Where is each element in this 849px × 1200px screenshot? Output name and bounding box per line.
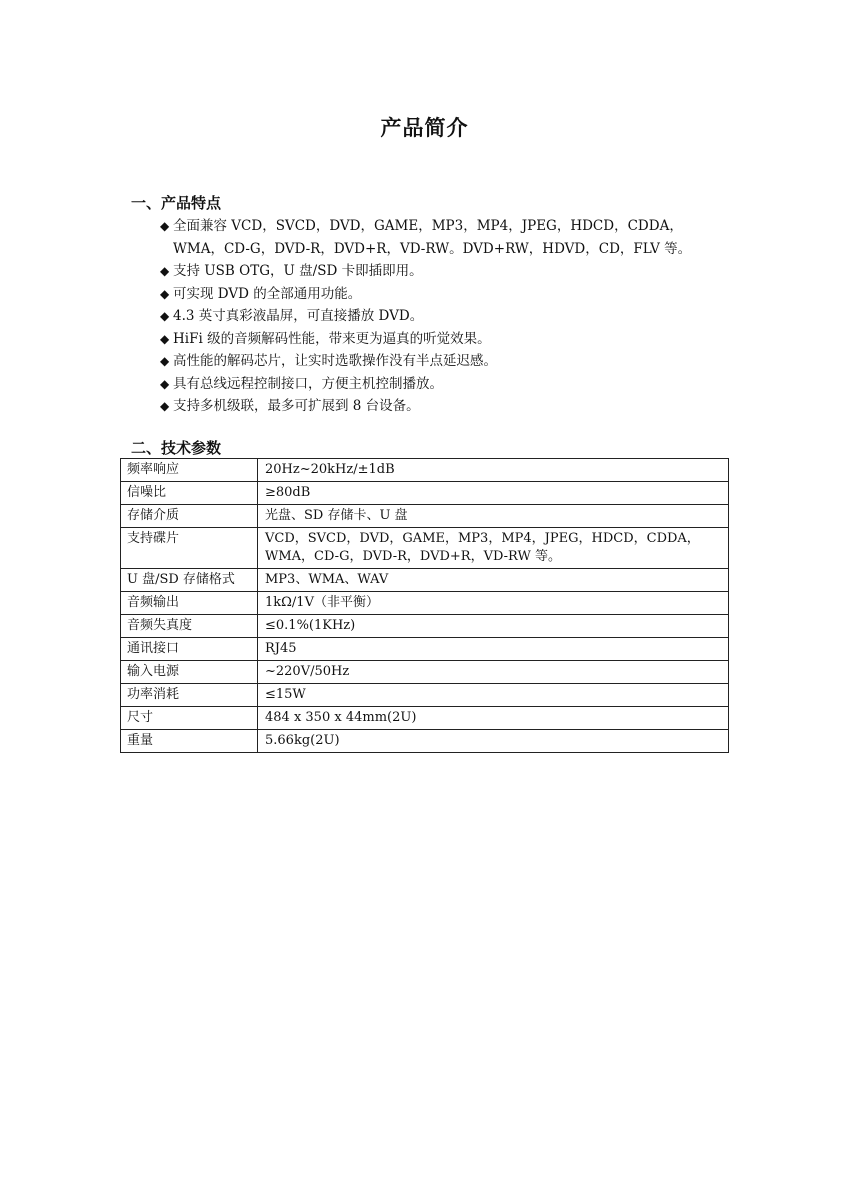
table-row — [121, 661, 729, 684]
spec-value: 484 x 350 x 44mm(2U) — [258, 707, 729, 730]
spec-key: 音频输出 — [121, 592, 258, 615]
spec-value: ≤0.1%(1KHz) — [258, 615, 729, 638]
diamond-bullet-icon: ◆ — [160, 376, 170, 391]
spec-key: 输入电源 — [121, 661, 258, 684]
spec-value: ~220V/50Hz — [258, 661, 729, 684]
table-row — [121, 505, 729, 528]
table-row — [121, 638, 729, 661]
spec-value: RJ45 — [258, 638, 729, 661]
spec-key: 音频失真度 — [121, 615, 258, 638]
spec-value: 光盘、SD 存储卡、U 盘 — [258, 505, 729, 528]
section-heading-features: 一、产品特点 — [131, 194, 222, 212]
table-row — [121, 482, 729, 505]
spec-key: 存储介质 — [121, 505, 258, 528]
spec-value: 1kΩ/1V（非平衡） — [258, 592, 729, 615]
spec-value: VCD，SVCD，DVD，GAME，MP3，MP4，JPEG，HDCD，CDDA，WMA，CD-G，DVD-R，DVD+R，VD-RW 等。 — [258, 528, 729, 569]
feature-item — [160, 350, 730, 373]
feature-item — [160, 395, 730, 418]
feature-item — [160, 305, 730, 328]
feature-text: 支持 USB OTG，U 盘/SD 卡即插即用。 — [173, 263, 423, 279]
document-title: 产品简介 — [380, 116, 469, 140]
table-row — [121, 459, 729, 482]
diamond-bullet-icon: ◆ — [160, 399, 170, 413]
section-heading-specs: 二、技术参数 — [131, 439, 222, 457]
feature-list — [160, 215, 730, 418]
diamond-bullet-icon: ◆ — [160, 219, 170, 233]
spec-value: 5.66kg(2U) — [258, 730, 729, 753]
table-row — [121, 615, 729, 638]
spec-value: ≥80dB — [258, 482, 729, 505]
feature-text: 全面兼容 VCD，SVCD，DVD，GAME，MP3，MP4，JPEG，HDCD，CDDA，WMA，CD-G，DVD-R，DVD+R，VD-RW。DVD+RW，HDVD，CD，FLV 等。 — [173, 218, 692, 257]
spec-key: 频率响应 — [121, 459, 258, 482]
feature-text: HiFi 级的音频解码性能，带来更为逼真的听觉效果。 — [173, 330, 491, 347]
feature-text: 高性能的解码芯片，让实时选歌操作没有半点延迟感。 — [173, 353, 497, 369]
table-row — [121, 569, 729, 592]
diamond-bullet-icon: ◆ — [160, 264, 170, 278]
feature-item — [160, 283, 730, 306]
feature-item — [160, 215, 730, 260]
spec-table — [120, 458, 729, 753]
feature-item — [160, 328, 730, 351]
spec-key: U 盘/SD 存储格式 — [121, 569, 258, 592]
diamond-bullet-icon: ◆ — [160, 331, 170, 346]
feature-text: 具有总线远程控制接口，方便主机控制播放。 — [173, 375, 443, 392]
spec-value: MP3、WMA、WAV — [258, 569, 729, 592]
feature-text: 可实现 DVD 的全部通用功能。 — [173, 285, 362, 302]
spec-key: 信噪比 — [121, 482, 258, 505]
diamond-bullet-icon: ◆ — [160, 354, 170, 368]
spec-key: 通讯接口 — [121, 638, 258, 661]
table-row — [121, 592, 729, 615]
spec-key: 尺寸 — [121, 707, 258, 730]
spec-key: 功率消耗 — [121, 684, 258, 707]
spec-key: 重量 — [121, 730, 258, 753]
feature-text: 4.3 英寸真彩液晶屏，可直接播放 DVD。 — [173, 308, 424, 324]
feature-text: 支持多机级联，最多可扩展到 8 台设备。 — [173, 398, 420, 414]
feature-item — [160, 373, 730, 396]
feature-item — [160, 260, 730, 283]
diamond-bullet-icon: ◆ — [160, 309, 170, 323]
table-row — [121, 730, 729, 753]
table-row — [121, 707, 729, 730]
spec-value: ≤15W — [258, 684, 729, 707]
diamond-bullet-icon: ◆ — [160, 286, 170, 301]
spec-value: 20Hz~20kHz/±1dB — [258, 459, 729, 482]
table-row — [121, 684, 729, 707]
table-row — [121, 528, 729, 569]
spec-key: 支持碟片 — [121, 528, 258, 569]
